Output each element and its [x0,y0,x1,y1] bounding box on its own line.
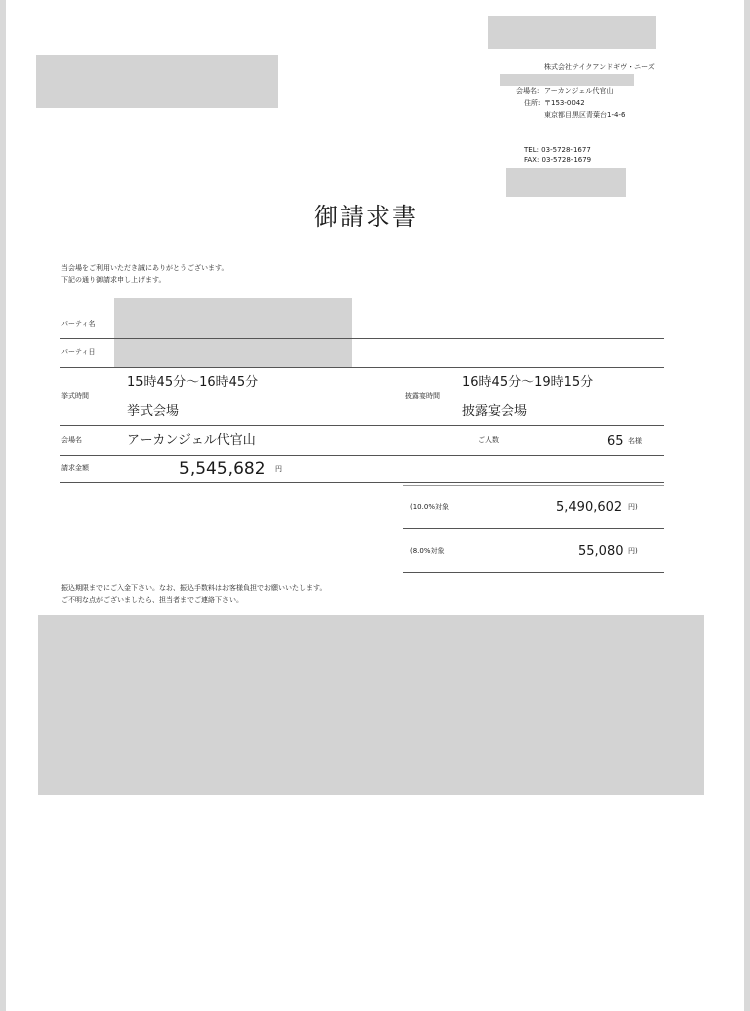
billing-amount: 5,545,682 [179,459,266,479]
venue-label: 会場名 [61,436,82,444]
party-date-label: パーティ日 [61,348,96,356]
company-fax: FAX: 03-5728-1679 [524,156,592,164]
ceremony-venue: 挙式会場 [127,404,180,419]
redacted-block [500,74,634,86]
guests-value: 65 [607,434,624,449]
guests-unit: 名様 [628,437,642,445]
company-tel: TEL: 03-5728-1677 [524,146,591,154]
billing-label: 請求金額 [61,464,89,472]
company-venue-value: アーカンジェル代官山 [544,87,614,95]
tax-8-amount: 55,080 [578,544,624,559]
tax-divider [403,485,664,486]
reception-time-label: 披露宴時間 [405,392,440,400]
row-divider [60,425,664,426]
redacted-block [114,298,352,368]
redacted-block [38,615,704,795]
company-address: 東京都目黒区青葉台1-4-6 [544,111,626,119]
reception-time: 16時45分〜19時15分 [462,375,594,390]
party-name-label: パーティ名 [61,320,96,328]
company-venue-label: 会場名: [516,87,540,95]
tax-10-amount: 5,490,602 [556,500,623,515]
greeting-line-2: 下記の通り御請求申し上げます。 [61,276,166,284]
billing-unit: 円 [275,465,282,473]
ceremony-time: 15時45分〜16時45分 [127,375,259,390]
tax-divider [403,528,664,529]
redacted-block [488,16,656,49]
page-title: 御請求書 [314,203,418,231]
company-name: 株式会社テイクアンドギヴ・ニーズ [544,63,655,71]
greeting-line-1: 当会場をご利用いただき誠にありがとうございます。 [61,264,229,272]
row-divider [60,455,664,456]
row-divider [60,482,664,483]
reception-venue: 披露宴会場 [462,404,528,419]
row-divider [60,338,664,339]
tax-10-unit: 円) [628,503,638,511]
guests-label: ご人数 [478,436,499,444]
redacted-block [506,168,626,197]
tax-8-label: (8.0%対象 [410,547,445,555]
note-line-2: ご不明な点がございましたら、担当者までご連絡下さい。 [61,596,243,604]
ceremony-time-label: 挙式時間 [61,392,89,400]
invoice-page [6,0,744,1011]
company-address-label: 住所: [524,99,541,107]
tax-8-unit: 円) [628,547,638,555]
company-postal: 〒153-0042 [544,99,585,107]
tax-10-label: (10.0%対象 [410,503,449,511]
redacted-block [36,55,278,108]
note-line-1: 振込期限までにご入金下さい。なお、振込手数料はお客様負担でお願いいたします。 [61,584,327,592]
venue-value: アーカンジェル代官山 [127,433,256,448]
tax-divider [403,572,664,573]
row-divider [60,367,664,368]
